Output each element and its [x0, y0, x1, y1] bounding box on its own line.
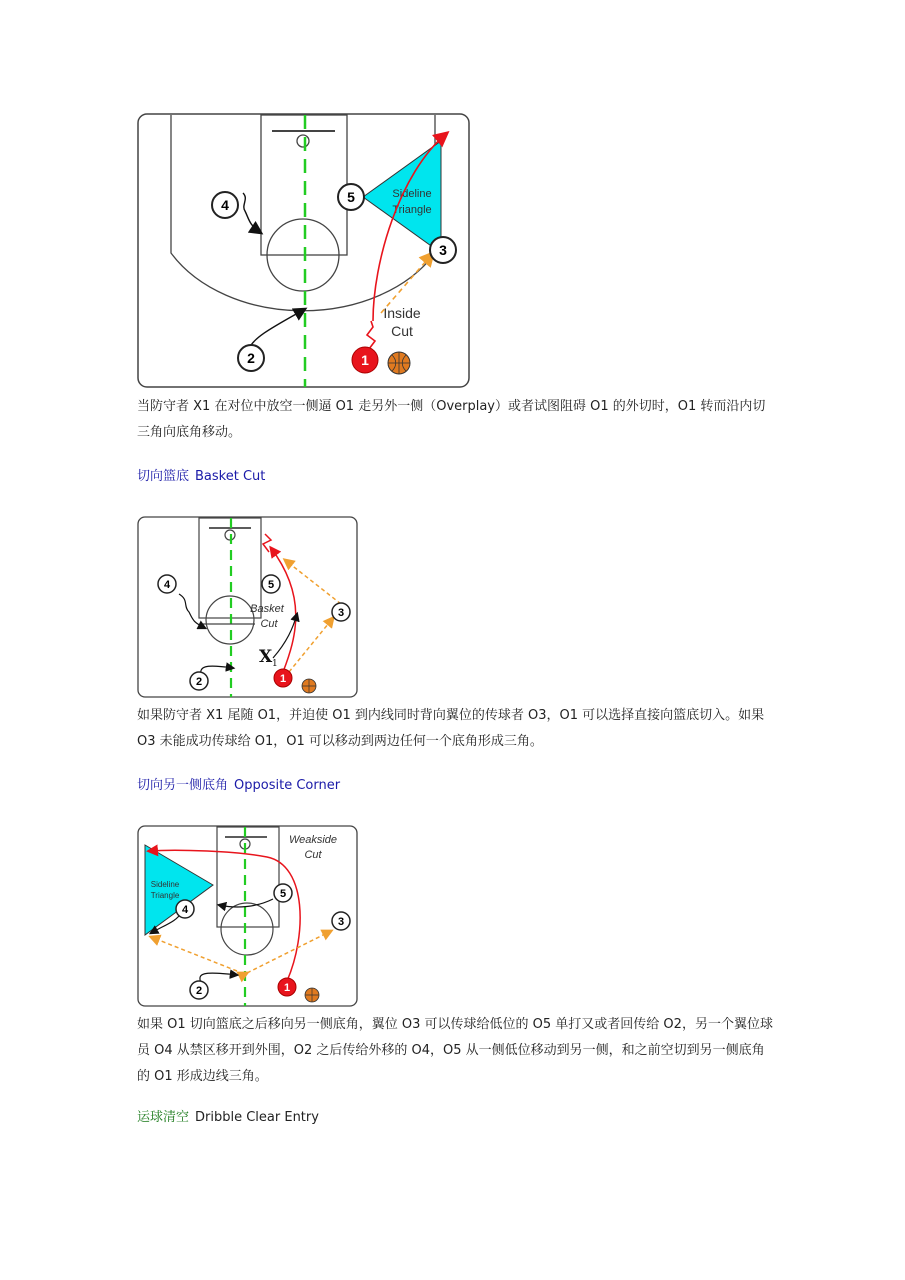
svg-text:4: 4: [221, 197, 229, 213]
cut-label: Weakside: [288, 834, 338, 846]
diagram-inside-cut: [137, 113, 471, 389]
diagram-opposite-corner: [137, 825, 359, 1008]
svg-text:3: 3: [337, 607, 345, 619]
court-border: [138, 114, 469, 387]
player-2: [190, 672, 208, 690]
triangle-label: Sideline: [150, 880, 180, 889]
paragraph-inside-cut: 当防守者 X1 在对位中放空一侧逼 O1 走另外一侧（Overplay）或者试图阻碍 O1 的外切时，O1 转而沿内切三角向底角移动。: [137, 399, 766, 440]
cut-label: Cut: [391, 323, 413, 339]
player-1: [278, 978, 296, 996]
player-1: [352, 347, 378, 373]
triangle-label: Triangle: [392, 204, 432, 216]
player-2: [190, 981, 208, 999]
player-4: [212, 192, 238, 218]
basketball-icon: [388, 352, 410, 374]
heading-en: Dribble Clear Entry: [195, 1110, 319, 1125]
player-2: [238, 345, 264, 371]
player-4: [176, 900, 194, 918]
svg-text:4: 4: [163, 579, 171, 591]
player-1: [274, 669, 292, 687]
paragraph-basket-cut: 如果防守者 X1 尾随 O1，并迫使 O1 到内线同时背向翼位的传球者 O3，O1 可以选择直接向篮底切入。如果 O3 未能成功传球给 O1，O1 可以移动到两边任何一个底角形成三角。: [137, 708, 765, 749]
cut-label: Basket: [250, 603, 284, 615]
heading-zh: 切向篮底: [137, 469, 190, 484]
cut-label: Inside: [383, 305, 421, 321]
triangle-label: Triangle: [150, 891, 180, 900]
basketball-icon: [305, 988, 319, 1002]
svg-text:1: 1: [279, 673, 287, 685]
player-3: [332, 603, 350, 621]
court-border: [138, 517, 357, 697]
heading-opposite-corner: [137, 776, 340, 796]
svg-text:5: 5: [279, 888, 287, 900]
svg-text:4: 4: [181, 904, 189, 916]
heading-zh: 切向另一侧底角: [137, 778, 229, 793]
svg-text:3: 3: [337, 916, 345, 928]
player-4: [158, 575, 176, 593]
heading-dribble-clear-entry: [137, 1108, 319, 1128]
svg-text:2: 2: [195, 985, 203, 997]
heading-basket-cut: [137, 467, 265, 487]
svg-text:5: 5: [347, 189, 355, 205]
heading-zh: 运球清空: [137, 1110, 190, 1125]
player-5: [274, 884, 292, 902]
diagram-basket-cut: [137, 516, 359, 699]
svg-text:1: 1: [283, 982, 291, 994]
heading-en: Opposite Corner: [234, 778, 341, 793]
paragraph-opposite-corner: 如果 O1 切向篮底之后移向另一侧底角，翼位 O3 可以传球给低位的 O5 单打又或者回传给 O2，另一个翼位球员 O4 从禁区移开到外围，O2 之后传给外移的 O4，O5 从一侧低位移动到另一侧，和之前空切到另一侧底角的 O1 形成边线三角。: [137, 1017, 773, 1084]
defender-x1-sub: 1: [272, 659, 278, 669]
player-3: [332, 912, 350, 930]
svg-text:5: 5: [267, 579, 275, 591]
player-5: [262, 575, 280, 593]
svg-text:1: 1: [361, 352, 369, 368]
triangle-label: Sideline: [392, 188, 432, 200]
svg-text:3: 3: [439, 242, 447, 258]
cut-label: Cut: [304, 849, 322, 861]
player-3: [430, 237, 456, 263]
svg-text:2: 2: [195, 676, 203, 688]
basketball-icon: [302, 679, 316, 693]
heading-en: Basket Cut: [195, 469, 266, 484]
svg-text:2: 2: [247, 350, 255, 366]
cut-label: Cut: [260, 618, 278, 630]
defender-x1: X: [259, 647, 273, 667]
player-5: [338, 184, 364, 210]
